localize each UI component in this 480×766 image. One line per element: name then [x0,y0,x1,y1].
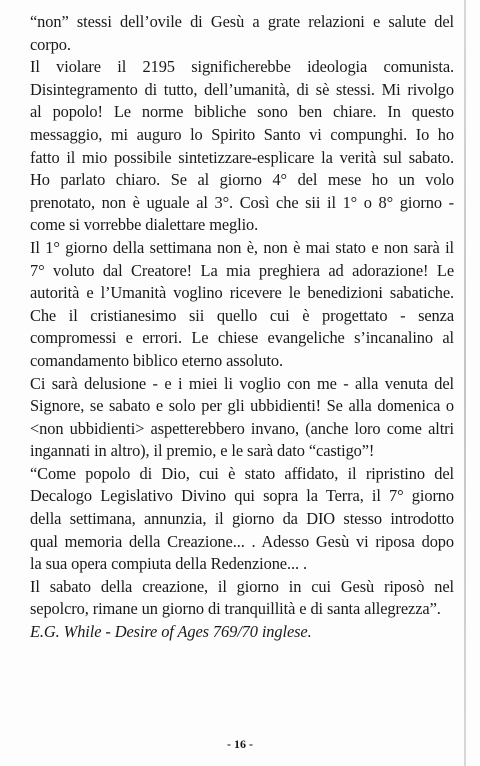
text-line: <non ubbidienti> aspetterebbero invano, (anche loro come altri [30,418,454,438]
text-line: della settimana, annunzia, il giorno da DIO stesso introdotto [30,509,454,529]
text-line: “non” stessi dell’ovile di Gesù a grate relazioni e salute del [30,12,454,31]
text-line: Disintegramento di tutto, dell’umanità, di sè stessi. Mi rivolgo [30,79,454,99]
paragraph [30,463,454,576]
text-line: compromessi e errori. Le chiese evangeliche s’incanalino al [30,328,454,348]
text-line: come si vorrebbe dialettare meglio. [30,215,259,235]
text-line: la sua opera compiuta della Redenzione... . [30,554,307,574]
citation-signature: E.G. While - Desire of Ages 769/70 inglese. [30,622,312,642]
text-line: Che il cristianesimo sii quello cui è progettato - senza [30,305,454,325]
page-number: - 16 - [227,737,253,751]
text-line: fatto il mio possibile sintetizzare-esplicare la verità sul sabato. [30,147,454,167]
text-line: Il 1° giorno della settimana non è, non è mai stato e non sarà il [30,237,454,257]
text-line: prenotato, non è uguale al 3°. Così che sii il 1° o 8° giorno - [30,192,454,212]
paragraph [30,237,454,373]
text-line: al popolo! Le norme bibliche sono ben chiare. In questo [30,102,454,122]
text-line: autorità e l’Umanità voglino ricevere le benedizioni sabatiche. [30,283,454,303]
text-line: Decalogo Legislativo Divino qui sopra la Terra, il 7° giorno [30,486,454,506]
text-line: Il sabato della creazione, il giorno in cui Gesù riposò nel [30,576,454,596]
text-line: 7° voluto dal Creatore! La mia preghiera ad adorazione! Le [30,260,454,280]
text-line: messaggio, mi auguro lo Spirito Santo vi compunghi. Io ho [30,124,454,144]
page-edge-shadow [464,0,466,766]
text-line: Ho parlato chiaro. Se al giorno 4° del mese ho un volo [30,170,454,190]
text-line: Signore, se sabato e solo per gli ubbidienti! Se alla domenica o [30,396,454,416]
text-line: sepolcro, rimane un giorno di tranquillità e di santa allegrezza”. [30,599,441,619]
text-line: corpo. [30,34,71,54]
text-line: “Come popolo di Dio, cui è stato affidato, il ripristino del [30,463,454,483]
text-line: Il violare il 2195 significherebbe ideologia comunista. [30,57,454,77]
body-text [30,11,454,644]
text-line: Ci sarà delusione - e i miei li voglio con me - alla venuta del [30,373,454,393]
text-line: ingannati in altro), il premio, e le sarà dato “castigo”! [30,441,375,461]
paragraph [30,11,454,56]
paragraph [30,56,454,237]
text-line: qual memoria della Creazione... . Adesso Gesù vi riposa dopo [30,531,454,551]
paragraph [30,576,454,621]
text-line: comandamento biblico eterno assoluto. [30,350,284,370]
paragraph [30,373,454,463]
